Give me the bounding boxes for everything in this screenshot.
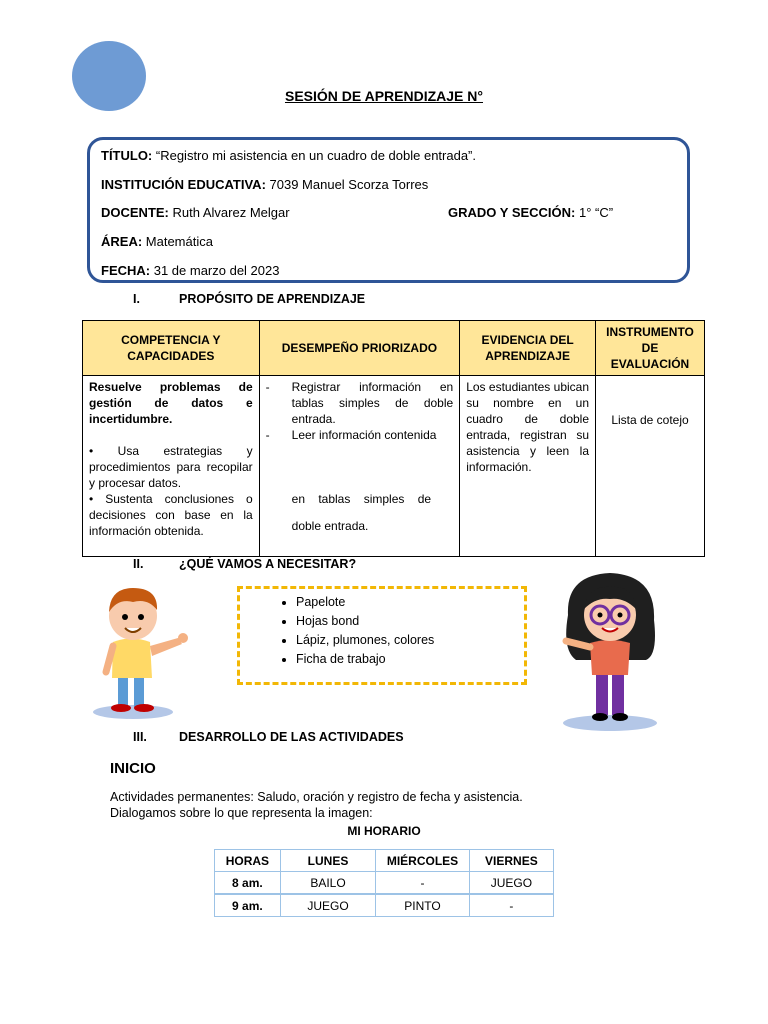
inicio-line-1: Actividades permanentes: Saludo, oración y registro de fecha y asistencia. — [110, 790, 523, 804]
header-instrumento: INSTRUMENTO DE EVALUACIÓN — [596, 321, 705, 376]
institucion-line: INSTITUCIÓN EDUCATIVA: 7039 Manuel Scorza Torres — [101, 177, 429, 192]
page-title: SESIÓN DE APRENDIZAJE N° — [284, 88, 483, 104]
cell-evidencia: Los estudiantes ubican su nombre en un cuadro de doble entrada, registran su asistencia y leen la información. — [460, 376, 596, 557]
boy-illustration — [88, 580, 203, 720]
header-evidencia: EVIDENCIA DEL APRENDIZAJE — [460, 321, 596, 376]
list-item: • Lápiz, plumones, colores — [296, 631, 524, 650]
materials-list — [240, 593, 524, 669]
header-competencia: COMPETENCIA Y CAPACIDADES — [83, 321, 260, 376]
horario-header-lunes: LUNES — [280, 850, 376, 872]
docente-line: DOCENTE: Ruth Alvarez Melgar — [101, 205, 290, 220]
horario-header-miercoles: MIÉRCOLES — [376, 850, 469, 872]
list-item: • Papelote — [296, 593, 524, 612]
fecha-line: FECHA: 31 de marzo del 2023 — [101, 263, 280, 278]
section-heading-3: III. DESARROLLO DE LAS ACTIVIDADES — [133, 730, 404, 744]
section-heading-2: II. ¿QUÉ VAMOS A NECESITAR? — [133, 557, 357, 571]
header-desempeno: DESEMPEÑO PRIORIZADO — [259, 321, 460, 376]
list-item: • Hojas bond — [296, 612, 524, 631]
materials-box — [237, 586, 527, 685]
inicio-title: INICIO — [110, 760, 156, 777]
plan-table — [82, 320, 705, 557]
cell-instrumento: Lista de cotejo — [596, 376, 705, 557]
table-row: 8 am. BAILO - JUEGO — [215, 872, 554, 895]
grado-line: GRADO Y SECCIÓN: 1° “C” — [448, 205, 614, 220]
list-item: • Ficha de trabajo — [296, 650, 524, 669]
section-heading-1: I. PROPÓSITO DE APRENDIZAJE — [133, 292, 366, 306]
inicio-line-2: Dialogamos sobre lo que representa la imagen: — [110, 806, 373, 820]
table-row: 9 am. JUEGO PINTO - — [215, 894, 554, 917]
horario-header-viernes: VIERNES — [469, 850, 553, 872]
titulo-line: TÍTULO: “Registro mi asistencia en un cuadro de doble entrada”. — [101, 148, 477, 163]
horario-header-horas: HORAS — [215, 850, 281, 872]
horario-title: MI HORARIO — [347, 824, 421, 838]
girl-illustration — [558, 565, 668, 735]
cell-desempeno: - Registrar información en tablas simples de doble entrada. - Leer información contenida en tablas simples de doble entrada. — [259, 376, 460, 557]
area-line: ÁREA: Matemática — [101, 234, 213, 249]
horario-table — [214, 849, 554, 917]
cell-competencia: Resuelve problemas de gestión de datos e incertidumbre. • Usa estrategias y procedimientos para recopilar y procesar datos. • Sustenta conclusiones o decisiones con base en la información obtenida. — [83, 376, 260, 557]
